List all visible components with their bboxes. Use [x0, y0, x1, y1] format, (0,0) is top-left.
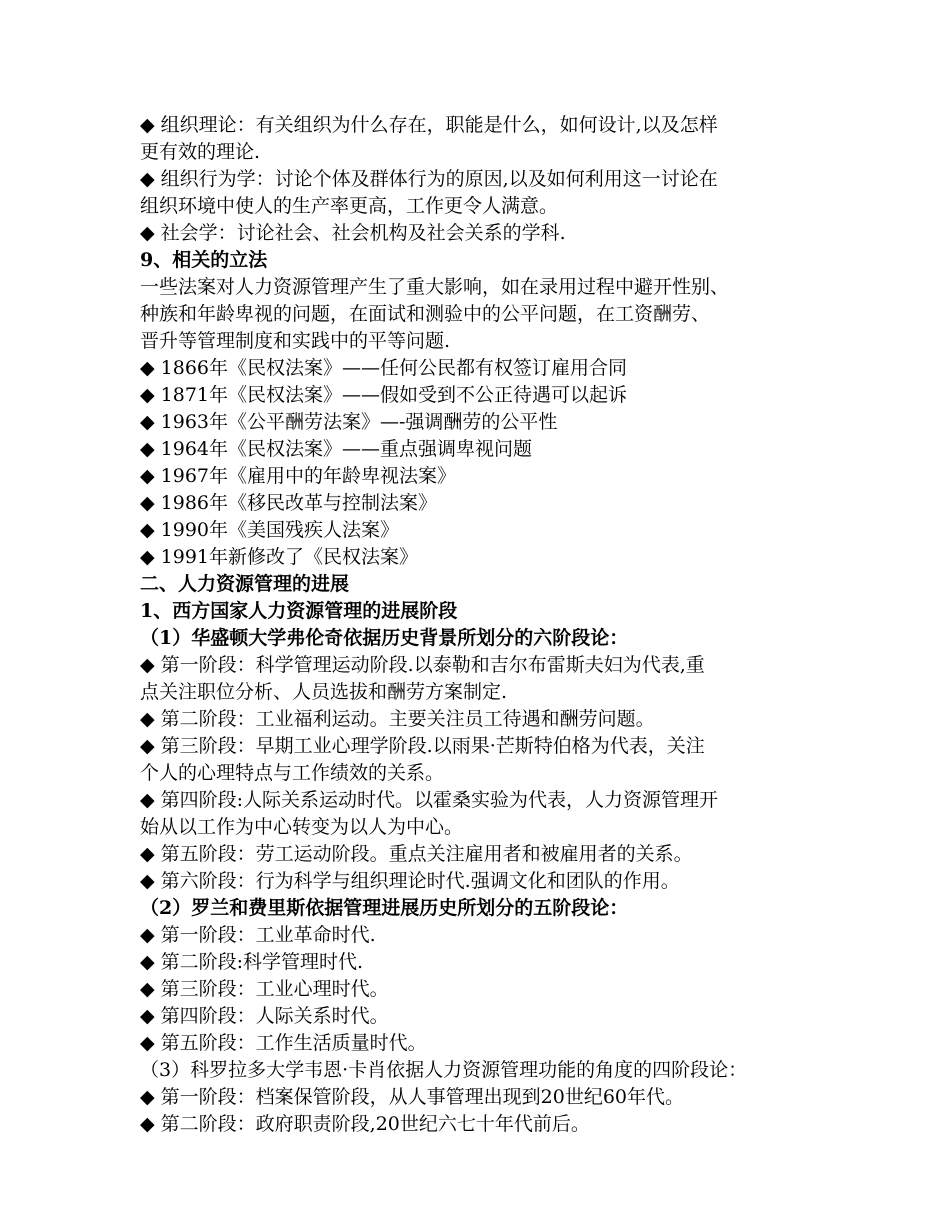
text-line: ◆ 第三阶段：早期工业心理学阶段.以雨果·芒斯特伯格为代表，关注 — [140, 735, 705, 757]
heading-line: 二、人力资源管理的进展 — [140, 573, 350, 595]
text-line: ◆ 组织理论：有关组织为什么存在，职能是什么，如何设计,以及怎样 — [140, 114, 718, 136]
text-line: 个人的心理特点与工作绩效的关系。 — [140, 762, 445, 784]
text-line: ◆ 1866年《民权法案》——任何公民都有权签订雇用合同 — [140, 357, 628, 379]
text-line: ◆ 第一阶段：工业革命时代. — [140, 924, 376, 946]
text-line: ◆ 第三阶段：工业心理时代。 — [140, 978, 389, 1000]
text-line: 始从以工作为中心转变为以人为中心。 — [140, 816, 464, 838]
text-line: ◆ 第五阶段：工作生活质量时代。 — [140, 1032, 427, 1054]
text-line: ◆ 第一阶段：科学管理运动阶段.以泰勒和吉尔布雷斯夫妇为代表,重 — [140, 654, 705, 676]
document-page — [140, 112, 830, 1138]
text-line: ◆ 1967年《雇用中的年龄卑视法案》 — [140, 465, 457, 487]
heading-line: 1、西方国家人力资源管理的进展阶段 — [140, 600, 458, 622]
text-line: （3）科罗拉多大学韦恩·卡肖依据人力资源管理功能的角度的四阶段论： — [140, 1059, 748, 1081]
text-line: ◆ 第五阶段：劳工运动阶段。重点关注雇用者和被雇用者的关系。 — [140, 843, 693, 865]
text-line: ◆ 第四阶段:人际关系运动时代。以霍桑实验为代表，人力资源管理开 — [140, 789, 719, 811]
text-line: ◆ 社会学：讨论社会、社会机构及社会关系的学科. — [140, 222, 566, 244]
heading-line: 9、相关的立法 — [140, 249, 268, 271]
text-line: 更有效的理论. — [140, 141, 261, 163]
text-line: 一些法案对人力资源管理产生了重大影响，如在录用过程中避开性别、 — [140, 276, 730, 298]
heading-line: （2）罗兰和费里斯依据管理进展历史所划分的五阶段论： — [140, 897, 629, 919]
text-line: 种族和年龄卑视的问题，在面试和测验中的公平问题，在工资酬劳、 — [140, 303, 711, 325]
text-line: ◆ 第二阶段：工业福利运动。主要关注员工待遇和酬劳问题。 — [140, 708, 655, 730]
text-line: ◆ 第二阶段:科学管理时代. — [140, 951, 364, 973]
text-line: ◆ 1871年《民权法案》——假如受到不公正待遇可以起诉 — [140, 384, 628, 406]
text-line: ◆ 第六阶段：行为科学与组织理论时代.强调文化和团队的作用。 — [140, 870, 680, 892]
text-line: 点关注职位分析、人员选拔和酬劳方案制定. — [140, 681, 508, 703]
text-line: ◆ 1963年《公平酬劳法案》—-强调酬劳的公平性 — [140, 411, 558, 433]
text-line: ◆ 1991年新修改了《民权法案》 — [140, 546, 419, 568]
text-line: ◆ 1990年《美国残疾人法案》 — [140, 519, 400, 541]
text-line: ◆ 1964年《民权法案》——重点强调卑视问题 — [140, 438, 533, 460]
text-line: 组织环境中使人的生产率更高，工作更令人满意。 — [140, 195, 559, 217]
text-line: ◆ 1986年《移民改革与控制法案》 — [140, 492, 438, 514]
text-line: ◆ 组织行为学：讨论个体及群体行为的原因,以及如何利用这一讨论在 — [140, 168, 718, 190]
text-line: 晋升等管理制度和实践中的平等问题. — [140, 330, 451, 352]
heading-line: （1）华盛顿大学弗伦奇依据历史背景所划分的六阶段论： — [140, 627, 629, 649]
text-line: ◆ 第二阶段：政府职责阶段,20世纪六七十年代前后。 — [140, 1113, 590, 1135]
text-line: ◆ 第一阶段：档案保管阶段，从人事管理出现到20世纪60年代。 — [140, 1086, 685, 1108]
text-line: ◆ 第四阶段：人际关系时代。 — [140, 1005, 389, 1027]
